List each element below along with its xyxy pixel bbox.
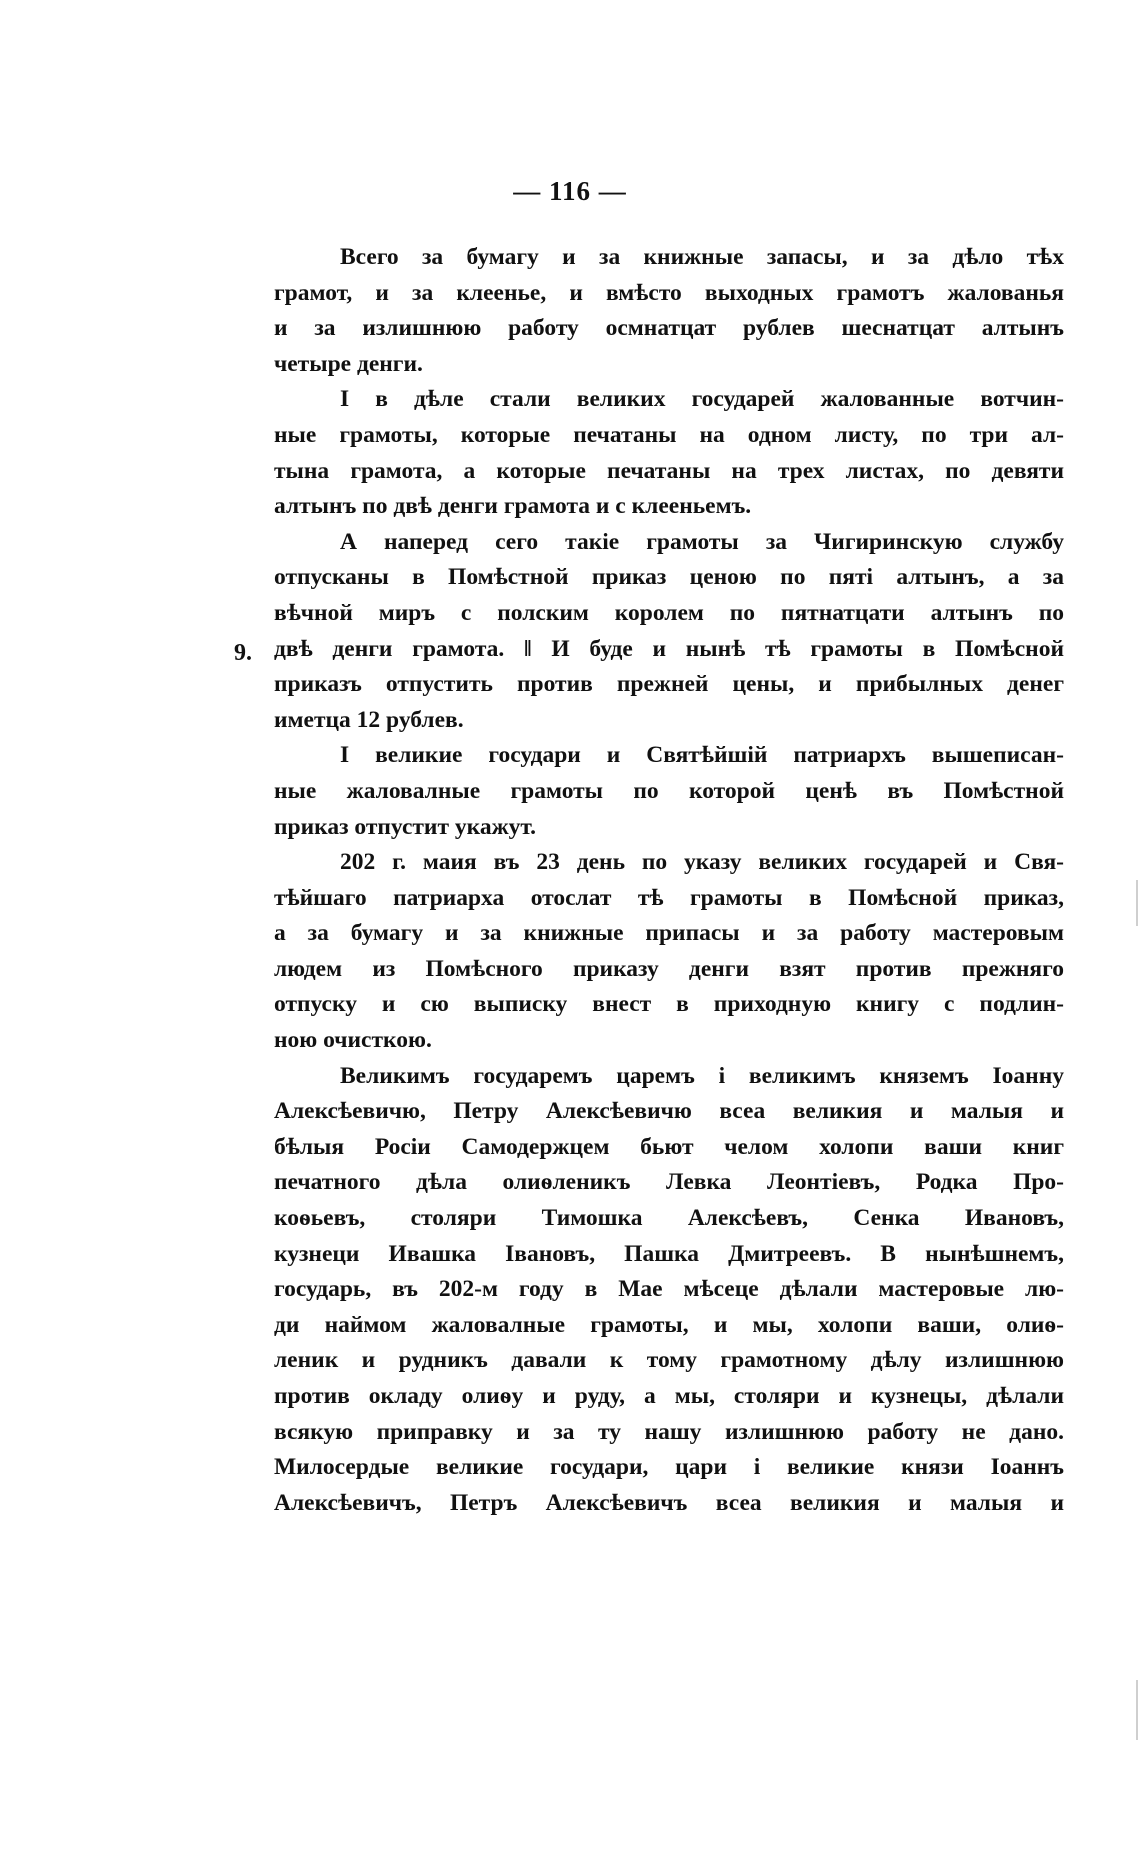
body-text — [274, 240, 1064, 1521]
text-line: всякую приправку и за ту нашу излишнюю работу не дано. — [274, 1418, 1064, 1445]
text-line: приказ отпустит укажут. — [274, 813, 537, 840]
scan-artifact — [1136, 880, 1138, 926]
text-line: Милосердые великие государи, цари і великие князи Іоаннъ — [274, 1454, 1064, 1481]
text-line: І великие государи и Святѣйшій патриархъ вышеписан- — [340, 742, 1064, 769]
text-line: против окладу олиѳу и руду, а мы, столяри и кузнецы, дѣлали — [274, 1383, 1064, 1409]
text-line: кузнеци Ивашка Івановъ, Пашка Дмитреевъ. В нынѣшнемъ, — [274, 1240, 1064, 1267]
text-line: алтынъ по двѣ денги грамота и с клееньемъ. — [274, 493, 752, 520]
text-line: приказъ отпустить против прежней цены, и прибылных денег — [274, 671, 1064, 698]
text-line: бѣлыя Росіи Самодержцем бьют челом холопи ваши книг — [274, 1133, 1064, 1160]
text-line: печатного дѣла олиѳленикъ Левка Леонтіевъ, Родка Про- — [274, 1169, 1064, 1196]
text-line: леник и рудникъ давали к тому грамотному дѣлу излишнюю — [274, 1347, 1064, 1374]
text-line: Алексѣевичю, Петру Алексѣевичю всеа великия и малыя и — [274, 1098, 1064, 1125]
text-line: ные грамоты, которые печатаны на одном листу, по три ал- — [274, 421, 1064, 448]
text-line: 202 г. маия въ 23 день по указу великих государей и Свя- — [340, 849, 1064, 876]
text-line: ные жаловалные грамоты по которой ценѣ въ Помѣстной — [274, 777, 1064, 804]
text-line: ди наймом жаловалные грамоты, и мы, холопи ваши, олиѳ- — [274, 1311, 1064, 1338]
text-line: коѳьевъ, столяри Тимошка Алексѣевъ, Сенка Ивановъ, — [274, 1205, 1064, 1232]
text-line: людем из Помѣсного приказу денги взят против прежняго — [274, 955, 1064, 982]
text-line: иметца 12 рублев. — [274, 706, 464, 733]
text-line: грамот, и за клеенье, и вмѣсто выходных грамотъ жалованья — [274, 279, 1064, 306]
text-line: І в дѣле стали великих государей жалованные вотчин- — [340, 386, 1064, 413]
text-line: вѣчной миръ с полским королем по пятнатцати алтынъ по — [274, 599, 1064, 626]
text-line: тѣйшаго патриарха отослат тѣ грамоты в Помѣсной приказ, — [274, 884, 1064, 911]
text-line: четыре денги. — [274, 350, 423, 377]
text-line: Всего за бумагу и за книжные запасы, и за дѣло тѣх — [340, 244, 1064, 270]
page-number: — 116 — — [513, 176, 627, 206]
text-line: отпусканы в Помѣстной приказ ценою по пяті алтынъ, а за — [274, 564, 1064, 591]
text-line: Великимъ государемъ царемъ і великимъ княземъ Іоанну — [340, 1062, 1064, 1089]
text-line: отпуску и сю выписку внест в приходную книгу с подлин- — [274, 991, 1064, 1018]
text-line: Алексѣевичъ, Петръ Алексѣевичъ всеа великия и малыя и — [274, 1489, 1064, 1516]
text-line: и за излишнюю работу осмнатцат рублев шеснатцат алтынъ — [274, 315, 1064, 342]
text-line: А наперед сего такіе грамоты за Чигиринскую службу — [340, 528, 1064, 555]
scan-artifact — [1136, 1680, 1138, 1740]
text-line: государь, въ 202-м году в Мае мѣсеце дѣлали мастеровые лю- — [274, 1276, 1064, 1303]
text-line: тына грамота, а которые печатаны на трех листах, по девяти — [274, 457, 1064, 484]
text-line: двѣ денги грамота. ‖ И буде и нынѣ тѣ грамоты в Помѣсной — [274, 635, 1064, 662]
text-line: а за бумагу и за книжные припасы и за работу мастеровым — [274, 920, 1064, 947]
margin-note: 9. — [234, 640, 252, 666]
text-line: ною очисткою. — [274, 1027, 432, 1054]
